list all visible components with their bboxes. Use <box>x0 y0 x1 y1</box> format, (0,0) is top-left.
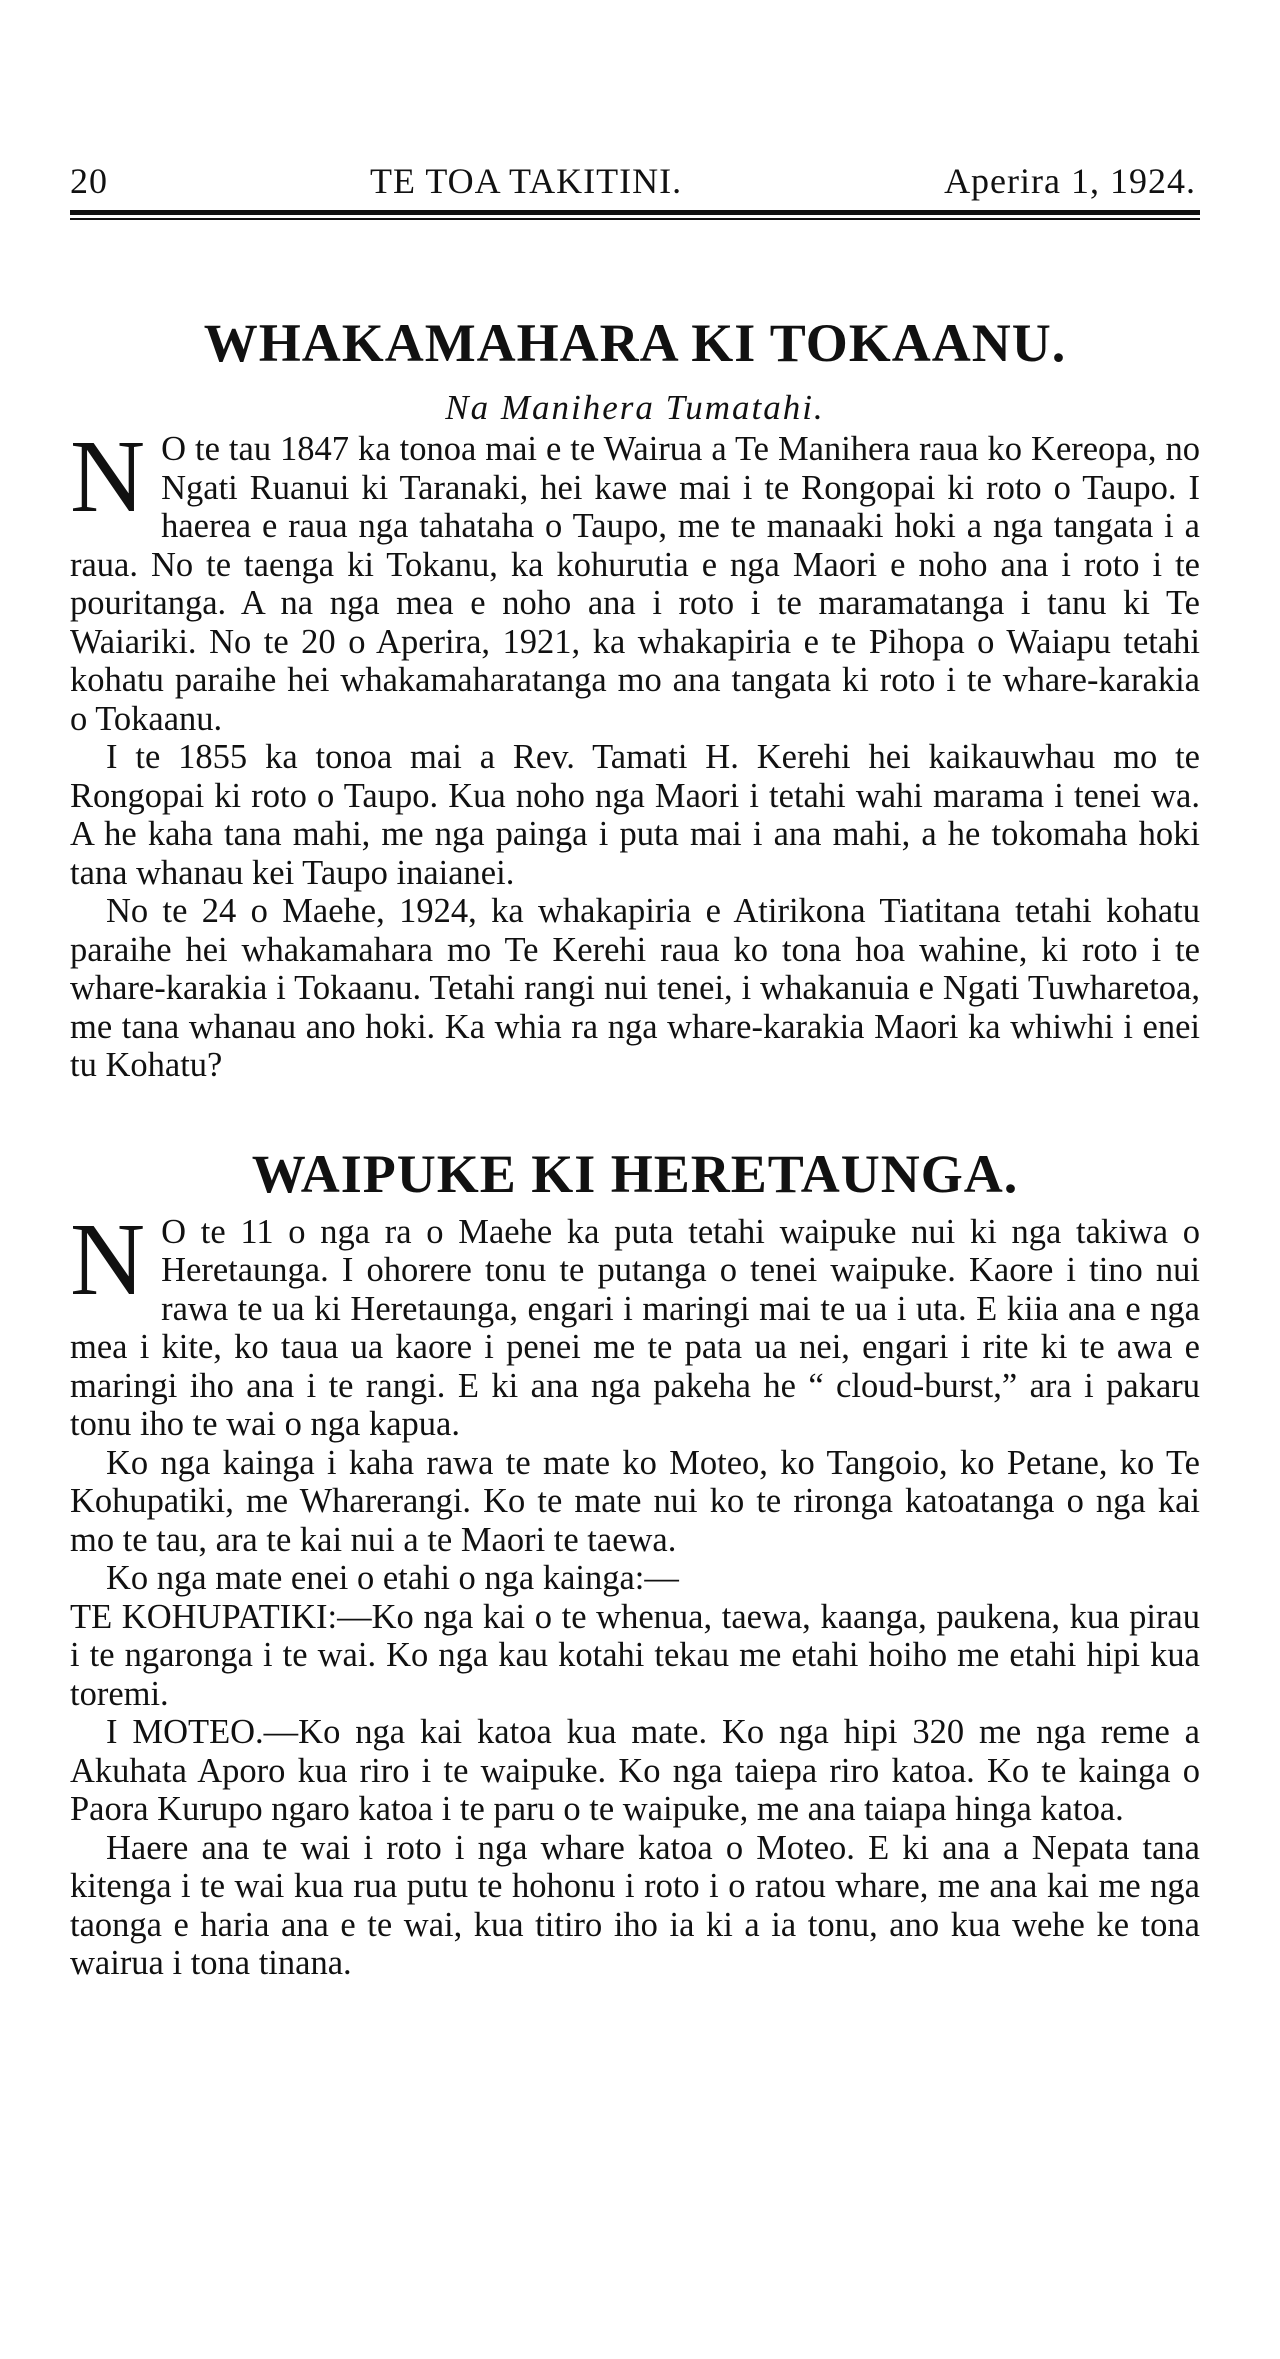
article-byline: Na Manihera Tumatahi. <box>445 388 825 427</box>
article-paragraph: No te 24 o Maehe, 1924, ka whakapiria e Atirikona Tiatitana tetahi kohatu paraihe hei whakamahara mo Te Kerehi raua ko tona hoa wahine, ki roto i te whare-karakia i Tokaanu. Tetahi rangi nui tenei, i whakanuia e Ngati Tuwharetoa, me tana whanau ano hoki. Ka whia ra nga whare-karakia Maori ka whiwhi i enei tu Kohatu? <box>70 892 1200 1084</box>
page-number: 20 <box>70 161 108 201</box>
header-rule-thin <box>70 218 1200 220</box>
running-header <box>70 160 1200 208</box>
article-paragraph: TE KOHUPATIKI:—Ko nga kai o te whenua, taewa, kaanga, paukena, kua pirau i te ngaronga i te wai. Ko nga kau kotahi tekau me etahi hoiho me etahi hipi kua toremi. <box>70 1597 1200 1713</box>
article-paragraph: Haere ana te wai i roto i nga whare katoa o Moteo. E ki ana a Nepata tana kitenga i te wai kua rua putu te hohonu i roto i o ratou whare, me ana kai me nga taonga e haria ana e te wai, kua titiro iho ia ki a ia tonu, ano kua wehe ke tona wairua i tona tinana. <box>70 1828 1200 1982</box>
paragraph-text: O te 11 o nga ra o Maehe ka puta tetahi waipuke nui ki nga takiwa o Heretaunga. I ohorere tonu te putanga o tenei waipuke. Kaore i tino nui rawa te ua ki Heretaunga, engari i maringi mai te ua i uta. E kiia ana e nga mea i kite, ko taua ua kaore i penei me te pata ua nei, engari i rite ki te awa e maringi iho ana i te rangi. E ki ana nga pakeha he “ cloud-burst,” ara i pakaru tonu iho te wai o nga kapua. <box>70 1212 1200 1443</box>
article-paragraph: Ko nga kainga i kaha rawa te mate ko Moteo, ko Tangoio, ko Petane, ko Te Kohupatiki, me Wharerangi. Ko te mate nui ko te rironga katoatanga o nga kai mo te tau, ara te kai nui a te Maori te taewa. <box>70 1443 1200 1559</box>
article-title-waipuke: WAIPUKE KI HERETAUNGA. <box>251 1143 1019 1204</box>
article-paragraph: I te 1855 ka tonoa mai a Rev. Tamati H. Kerehi hei kaikauwhau mo te Rongopai ki roto o Taupo. Kua noho nga Maori i tetahi wahi marama i tenei wa. A he kaha tana mahi, me nga painga i puta mai i ana mahi, a he tokomaha hoki tana whanau kei Taupo inaianei. <box>70 738 1200 892</box>
drop-cap: N <box>70 419 146 534</box>
publication-title: TE TOA TAKITINI. <box>369 161 683 201</box>
drop-cap: N <box>70 1201 146 1317</box>
article-paragraph: Ko nga mate enei o etahi o nga kainga:— <box>106 1559 679 1597</box>
issue-date: Aperira 1, 1924. <box>944 161 1196 201</box>
paragraph-text: O te tau 1847 ka tonoa mai e te Wairua a Te Manihera raua ko Kereopa, no Ngati Ruanui ki Taranaki, hei kawe mai i te Rongopai ki roto o Taupo. I haerea e raua nga tahataha o Taupo, me te manaaki hoki a nga tangata i a raua. No te taenga ki Tokanu, ka kohurutia e nga Maori e noho ana i roto i te pouritanga. A na nga mea e noho ana i roto i te maramatanga i tanu ki Te Waiariki. No te 20 o Aperira, 1921, ka whakapiria e te Pihopa o Waiapu tetahi kohatu paraihe hei whakamaharatanga mo ana tangata ki roto i te whare-karakia o Tokaanu. <box>70 430 1200 738</box>
article-paragraph <box>70 419 1200 738</box>
page <box>70 160 1200 1983</box>
article-paragraph: I MOTEO.—Ko nga kai katoa kua mate. Ko nga hipi 320 me nga reme a Akuhata Aporo kua riro i te waipuke. Ko nga taiepa riro katoa. Ko te kainga o Paora Kurupo ngaro katoa i te paru o te waipuke, me ana taiapa hinga katoa. <box>70 1713 1200 1828</box>
article-title-tokaanu: WHAKAMAHARA KI TOKAANU. <box>203 313 1067 373</box>
article-body-waipuke <box>70 1201 1200 1983</box>
header-rule-thick <box>70 210 1200 215</box>
article-paragraph <box>70 1201 1200 1444</box>
article-body-tokaanu <box>70 419 1200 1085</box>
